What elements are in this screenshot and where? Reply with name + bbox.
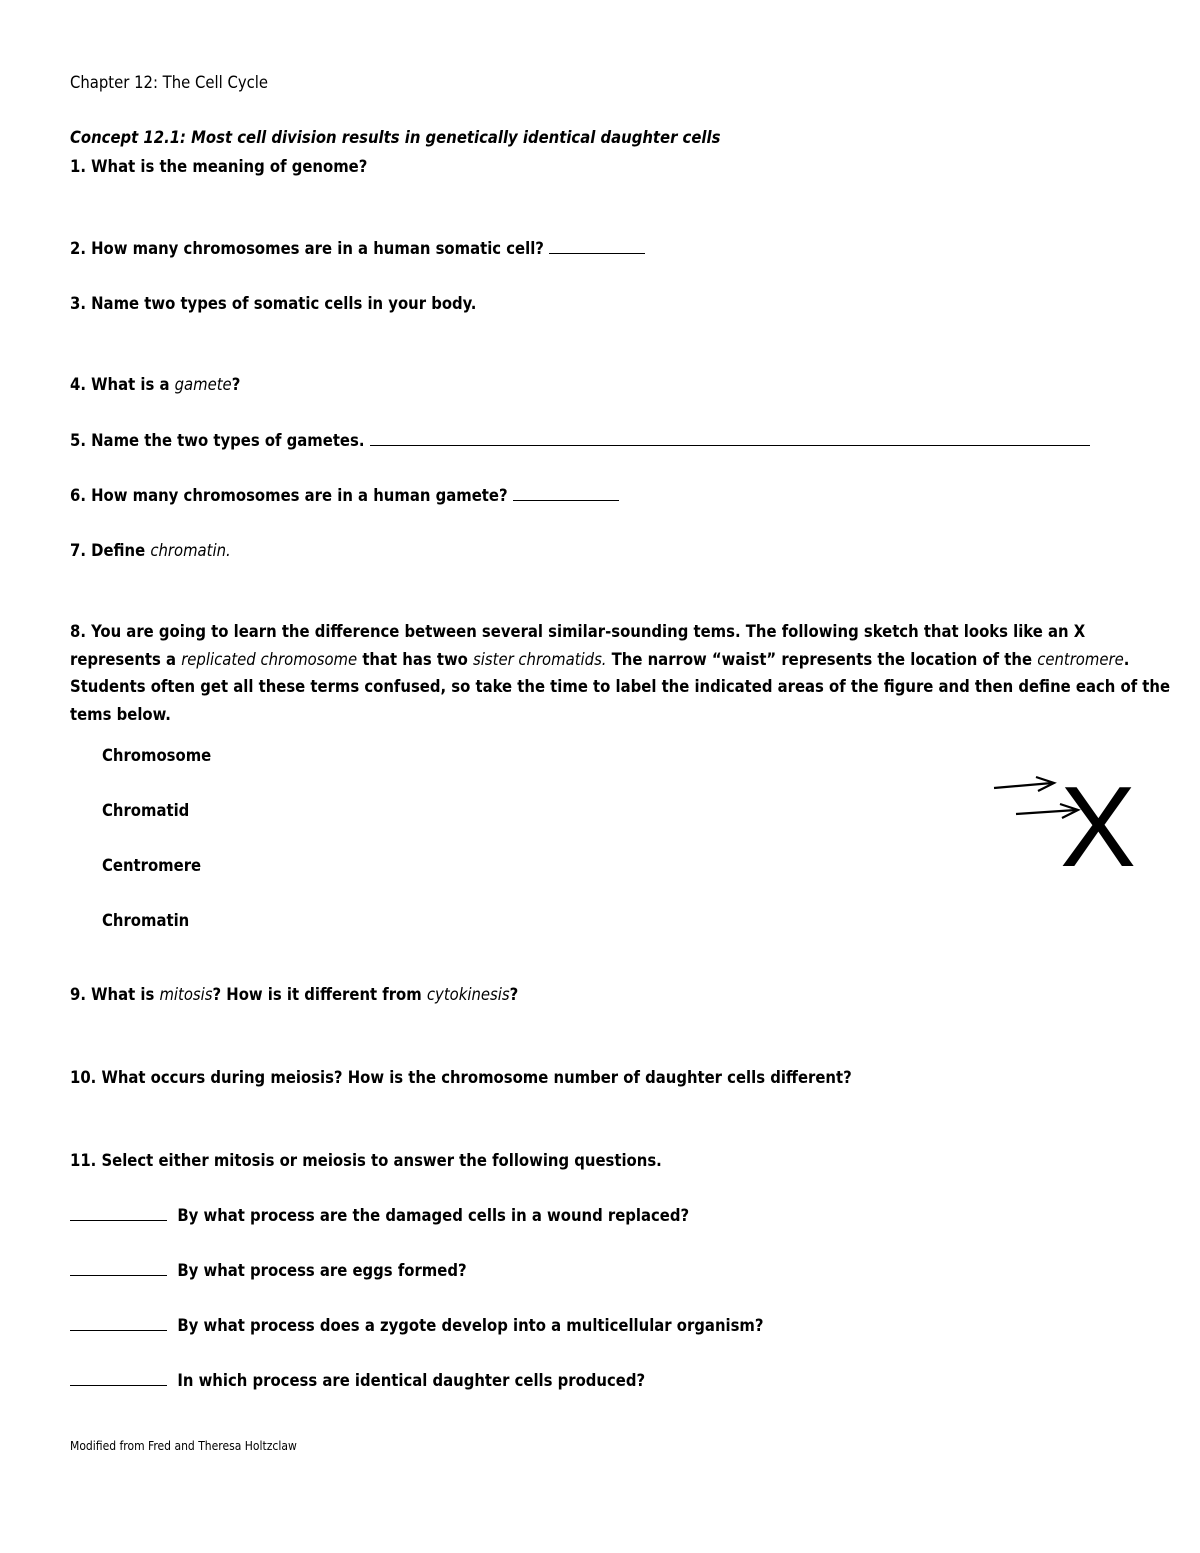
subquestion-text: In which process are identical daughter cells produced? <box>177 1371 646 1390</box>
question-1: 1. What is the meaning of genome? <box>70 157 368 176</box>
subquestion-2 <box>70 1261 467 1281</box>
answer-blank[interactable] <box>370 431 1090 446</box>
question-7-text: 7. Define <box>70 541 151 560</box>
question-10: 10. What occurs during meiosis? How is the chromosome number of daughter cells different? <box>70 1068 852 1087</box>
term-mitosis: mitosis <box>159 985 213 1004</box>
term-chromatin: chromatin. <box>150 541 231 560</box>
subquestion-3 <box>70 1316 764 1336</box>
subquestion-1 <box>70 1206 689 1226</box>
answer-blank[interactable] <box>70 1371 167 1386</box>
question-8-line-3: Students often get all these terms confused, so take the time to label the indicated areas of the figure and then define each of the <box>70 677 1171 696</box>
q8-text-g: . <box>1123 650 1130 669</box>
page-title: Chapter 12: The Cell Cycle <box>70 73 269 92</box>
term-gamete: gamete <box>174 375 232 394</box>
question-11: 11. Select either mitosis or meiosis to answer the following questions. <box>70 1151 662 1170</box>
q9-text-a: 9. What is <box>70 985 160 1004</box>
question-3: 3. Name two types of somatic cells in your body. <box>70 294 477 313</box>
answer-blank[interactable] <box>70 1206 167 1221</box>
question-6-text: 6. How many chromosomes are in a human gamete? <box>70 486 508 505</box>
term-centromere: centromere <box>1037 650 1124 669</box>
q9-text-c: ? How is it different from <box>212 985 427 1004</box>
question-2-text: 2. How many chromosomes are in a human somatic cell? <box>70 239 544 258</box>
subquestion-text: By what process are eggs formed? <box>177 1261 467 1280</box>
term-cytokinesis: cytokinesis <box>426 985 510 1004</box>
question-9 <box>70 985 518 1005</box>
answer-blank[interactable] <box>70 1261 167 1276</box>
term-label-chromatid: Chromatid <box>102 801 190 820</box>
question-4-text: 4. What is a <box>70 375 175 394</box>
question-4 <box>70 375 240 395</box>
question-8-line-2 <box>70 650 1129 670</box>
concept-heading: Concept 12.1: Most cell division results in genetically identical daughter cells <box>70 128 721 147</box>
answer-blank[interactable] <box>70 1316 167 1331</box>
subquestion-4 <box>70 1371 645 1391</box>
question-5-text: 5. Name the two types of gametes. <box>70 431 365 450</box>
q8-text-e: The narrow “waist” represents the location of the <box>606 650 1038 669</box>
term-label-chromosome: Chromosome <box>102 746 212 765</box>
subquestion-text: By what process does a zygote develop into a multicellular organism? <box>177 1316 764 1335</box>
term-label-centromere: Centromere <box>102 856 202 875</box>
q8-text-a: represents a <box>70 650 182 669</box>
question-7 <box>70 541 231 561</box>
question-8-line-4: tems below. <box>70 705 171 724</box>
q9-text-e: ? <box>509 985 519 1004</box>
replicated-chromosome-figure <box>988 768 1138 878</box>
chromosome-x-glyph: X <box>1059 768 1137 878</box>
q8-text-c: that has two <box>357 650 474 669</box>
subquestion-text: By what process are the damaged cells in a wound replaced? <box>177 1206 690 1225</box>
question-8-line-1: 8. You are going to learn the difference between several similar-sounding tems. The following sketch that looks like an X <box>70 622 1086 641</box>
question-4-mark: ? <box>231 375 241 394</box>
footer-credit: Modified from Fred and Theresa Holtzclaw <box>70 1439 297 1453</box>
term-replicated-chromosome: replicated chromosome <box>181 650 358 669</box>
question-5 <box>70 431 1090 451</box>
answer-blank[interactable] <box>549 239 645 254</box>
question-6 <box>70 486 619 506</box>
term-label-chromatin: Chromatin <box>102 911 190 930</box>
answer-blank[interactable] <box>513 486 619 501</box>
question-2 <box>70 239 645 259</box>
term-sister-chromatids: sister chromatids. <box>473 650 607 669</box>
